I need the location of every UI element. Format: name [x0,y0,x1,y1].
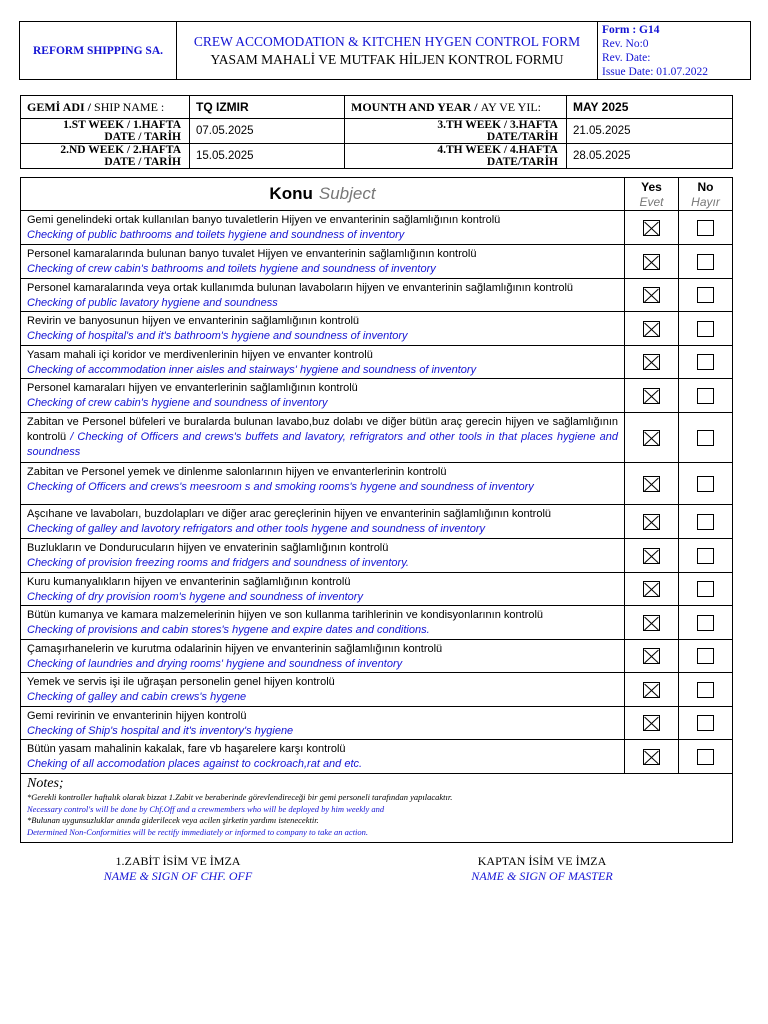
no-checkbox[interactable] [697,388,714,404]
no-checkbox-cell [679,463,733,505]
item-text-en: Checking of provisions and cabin stores's hygene and expire dates and conditions. [27,624,430,636]
week4-label: 4.TH WEEK / 4.HAFTA DATE/TARİH [345,144,567,169]
week3-label: 3.TH WEEK / 3.HAFTA DATE/TARİH [345,119,567,144]
item-text-en: Checking of public lavatory hygiene and soundness [27,297,278,309]
yes-checkbox-cell [625,413,679,463]
yes-checkbox[interactable] [643,254,660,270]
item-text-tr: Buzlukların ve Dondurucuların hijyen ve envaterinin sağlamlığının kontrolü [27,542,389,554]
checklist-item-text [21,463,625,505]
no-checkbox[interactable] [697,615,714,631]
no-checkbox-cell [679,279,733,312]
no-checkbox-cell [679,211,733,245]
yes-checkbox-cell [625,539,679,573]
item-text-en: Checking of provision freezing rooms and fridgers and soundness of inventory. [27,557,409,569]
form-code: Form : G14 [602,24,660,36]
no-checkbox[interactable] [697,749,714,765]
yes-checkbox[interactable] [643,615,660,631]
no-checkbox[interactable] [697,715,714,731]
subject-header [21,178,625,211]
yes-checkbox[interactable] [643,648,660,664]
item-text-tr: Personel kamaralarında veya ortak kullanımda bulunan lavaboların hijyen ve envanterinin sağlamlığının kontrolü [27,282,574,294]
checklist-item-text [21,539,625,573]
no-checkbox-cell [679,673,733,707]
checklist-row [21,673,733,707]
checklist-item-text [21,211,625,245]
yes-checkbox[interactable] [643,548,660,564]
checklist-item-text [21,279,625,312]
no-checkbox-cell [679,573,733,606]
company-name: REFORM SHIPPING SA. [20,22,177,80]
no-checkbox-cell [679,505,733,539]
yes-checkbox[interactable] [643,682,660,698]
item-text-tr: Aşcıhane ve lavaboları, buzdolapları ve diğer arac gereçlerinin hijyen ve envanterinin sağlamlığının kontrolü [27,508,552,520]
item-text-en: Checking of laundries and drying rooms' hygiene and soundness of inventory [27,658,403,670]
form-revision-box [598,22,751,80]
yes-checkbox[interactable] [643,321,660,337]
item-text-en: Checking of public bathrooms and toilets hygiene and soundness of inventory [27,229,405,241]
no-checkbox[interactable] [697,254,714,270]
item-text-en: Checking of accommodation inner aisles and stairways' hygiene and soundness of inventory [27,364,477,376]
ship-name-value[interactable]: TQ IZMIR [190,96,345,119]
yes-checkbox-cell [625,279,679,312]
no-header: No Hayır [679,178,733,211]
no-checkbox-cell [679,379,733,413]
no-checkbox-cell [679,312,733,346]
item-text-tr: Personel kamaraları hijyen ve envanterlerinin sağlamlığının kontrolü [27,382,358,394]
rev-date: Rev. Date: [602,52,651,64]
item-text-tr: Revirin ve banyosunun hijyen ve envanterinin sağlamlığının kontrolü [27,315,360,327]
checklist-item-text [21,707,625,740]
no-checkbox-cell [679,539,733,573]
yes-checkbox-cell [625,573,679,606]
item-text-en: Cheking of all accomodation places against to cockroach,rat and etc. [27,758,363,770]
week1-date[interactable]: 07.05.2025 [190,119,345,144]
checklist-row [21,312,733,346]
checklist-item-text [21,573,625,606]
week4-date[interactable]: 28.05.2025 [567,144,733,169]
period-label: MOUNTH AND YEAR / AY VE YIL: [345,96,567,119]
period-value[interactable]: MAY 2025 [567,96,733,119]
notes-line-3: *Bulunan uygunsuzluklar anında giderilecek veya acilen şirketin yardımı istenecektir. [27,815,319,825]
item-text-en: Checking of dry provision room's hygene and soundness of inventory [27,591,363,603]
yes-checkbox-cell [625,707,679,740]
form-title-tr: YASAM MAHALİ VE MUTFAK HİLJEN KONTROL FORMU [210,51,564,67]
notes-line-2: Necessary control's will be done by Chf.Off and a crewmembers who will be deployed by him weekly and [27,803,385,814]
checklist-row [21,640,733,673]
item-text-en: Checking of Ship's hospital and it's inventory's hygiene [27,725,294,737]
checklist-row [21,740,733,774]
master-signature[interactable]: KAPTAN İSİM VE İMZA NAME & SIGN OF MASTER [471,854,613,883]
ship-info-table [20,95,733,169]
yes-checkbox-cell [625,346,679,379]
no-checkbox[interactable] [697,648,714,664]
yes-checkbox-cell [625,312,679,346]
form-title-en: CREW ACCOMODATION & KITCHEN HYGEN CONTROL FORM [193,33,581,49]
checklist-row [21,346,733,379]
week2-date[interactable]: 15.05.2025 [190,144,345,169]
no-checkbox-cell [679,245,733,279]
yes-checkbox[interactable] [643,715,660,731]
no-checkbox[interactable] [697,287,714,303]
no-checkbox[interactable] [697,476,714,492]
notes-line-4: Determined Non-Conformities will be rectify immediately or informed to company to take an action. [27,826,369,837]
yes-checkbox[interactable] [643,354,660,370]
yes-checkbox-cell [625,211,679,245]
no-checkbox[interactable] [697,514,714,530]
yes-checkbox[interactable] [643,581,660,597]
checklist-row [21,279,733,312]
item-text-tr: Bütün kumanya ve kamara malzemelerinin hijyen ve son kullanma tarihlerinin ve kondisyonlarının kontrolü [27,609,544,621]
no-checkbox[interactable] [697,682,714,698]
item-text-en: Checking of crew cabin's bathrooms and toilets hygiene and soundness of inventory [27,263,436,275]
item-text-tr: Gemi revirinin ve envanterinin hijyen kontrolü [27,710,247,722]
yes-checkbox[interactable] [643,514,660,530]
yes-checkbox-cell [625,606,679,640]
week3-date[interactable]: 21.05.2025 [567,119,733,144]
checklist-table [20,177,733,843]
checklist-row [21,463,733,505]
chief-officer-signature[interactable]: 1.ZABİT İSİM VE İMZA NAME & SIGN OF CHF. OFF [103,854,253,883]
no-checkbox[interactable] [697,354,714,370]
item-text-en: Checking of galley and cabin crews's hygene [27,691,247,703]
konu-label: Konu [269,184,313,203]
item-text-tr: Bütün yasam mahalinin kakalak, fare vb haşarelere karşı kontrolü [27,743,346,755]
week1-label: 1.ST WEEK / 1.HAFTA DATE / TARİH [21,119,190,144]
week2-label: 2.ND WEEK / 2.HAFTA DATE / TARİH [21,144,190,169]
item-text-en: Checking of crew cabin's hygiene and soundness of inventory [27,397,328,409]
no-checkbox-cell [679,346,733,379]
notes-title: Notes; [27,776,64,791]
yes-checkbox[interactable] [643,430,660,446]
yes-checkbox-cell [625,463,679,505]
item-text-tr: Çamaşırhanelerin ve kurutma odalarinin hijyen ve envanterinin sağlamlığının kontrolü [27,643,443,655]
no-checkbox-cell [679,606,733,640]
notes-section [21,774,733,843]
checklist-row [21,573,733,606]
checklist-item-text [21,606,625,640]
item-text-tr: Zabitan ve Personel büfeleri ve buralarda bulunan lavabo,buz dolabı ve diğer bütün araç gerecin hijyen ve sağlamlığının kontrolü [27,416,618,443]
checklist-item-text [21,346,625,379]
ship-name-label: GEMİ ADI / SHIP NAME : [21,96,190,119]
rev-no: Rev. No:0 [602,38,649,50]
checklist-item-text [21,740,625,774]
no-checkbox-cell [679,740,733,774]
no-checkbox[interactable] [697,548,714,564]
item-text-tr: Personel kamaralarında bulunan banyo tuvalet Hijyen ve envanterinin sağlamlığının kontrolü [27,248,477,260]
yes-checkbox-cell [625,505,679,539]
item-text-tr: Yemek ve servis işi ile uğraşan personelin genel hijyen kontrolü [27,676,335,688]
item-text-en: Checking of hospital's and it's bathroom's hygiene and soundness of inventory [27,330,408,342]
checklist-row [21,245,733,279]
yes-checkbox[interactable] [643,749,660,765]
item-text-tr: Gemi genelindeki ortak kullanılan banyo tuvaletlerin Hijyen ve envanterinin sağlamlığının kontrolü [27,214,501,226]
item-text-tr: Zabitan ve Personel yemek ve dinlenme salonlarının hijyen ve envanterlerinin kontrolü [27,466,447,478]
checklist-row [21,707,733,740]
yes-checkbox[interactable] [643,287,660,303]
issue-date: Issue Date: 01.07.2022 [602,66,709,78]
no-checkbox[interactable] [697,581,714,597]
yes-checkbox-cell [625,245,679,279]
yes-checkbox-cell [625,379,679,413]
checklist-item-text [21,640,625,673]
checklist-item-text [21,673,625,707]
checklist-row [21,539,733,573]
checklist-row [21,505,733,539]
checklist-item-text [21,505,625,539]
checklist-item-text [21,413,625,463]
checklist-row [21,211,733,245]
yes-checkbox[interactable] [643,220,660,236]
no-checkbox[interactable] [697,321,714,337]
checklist-row [21,379,733,413]
no-checkbox-cell [679,640,733,673]
subject-label: Subject [318,184,376,203]
item-text-tr: Kuru kumanyalıkların hijyen ve envanterinin sağlamlığının kontrolü [27,576,351,588]
item-text-en: Checking of galley and lavotory refrigators and other tools hygene and soundness of inventory [27,523,486,535]
yes-checkbox-cell [625,673,679,707]
checklist-item-text [21,379,625,413]
checklist-row [21,606,733,640]
no-checkbox[interactable] [697,220,714,236]
checklist-row [21,413,733,463]
item-text-en: / Checking of Officers and crews's buffets and lavatory, refrigrators and other tools in that places hygiene and soundness [27,431,618,458]
no-checkbox[interactable] [697,430,714,446]
form-title [177,22,598,80]
checklist-item-text [21,245,625,279]
checklist-item-text [21,312,625,346]
yes-checkbox-cell [625,640,679,673]
yes-checkbox[interactable] [643,388,660,404]
yes-header: Yes Evet [625,178,679,211]
no-checkbox-cell [679,707,733,740]
no-checkbox-cell [679,413,733,463]
yes-checkbox[interactable] [643,476,660,492]
notes-line-1: *Gerekli kontroller haftalık olarak bizzat 1.Zabit ve beraberinde görevlendireceği bir gemi personeli tarafından yapılacaktır. [27,792,453,802]
item-text-en: Checking of Officers and crews's meesroom s and smoking rooms's hygene and soundness of inventory [27,481,534,493]
form-header [19,21,751,80]
yes-checkbox-cell [625,740,679,774]
item-text-tr: Yasam mahali içi koridor ve merdivenlerinin hijyen ve envanter kontrolü [27,349,373,361]
